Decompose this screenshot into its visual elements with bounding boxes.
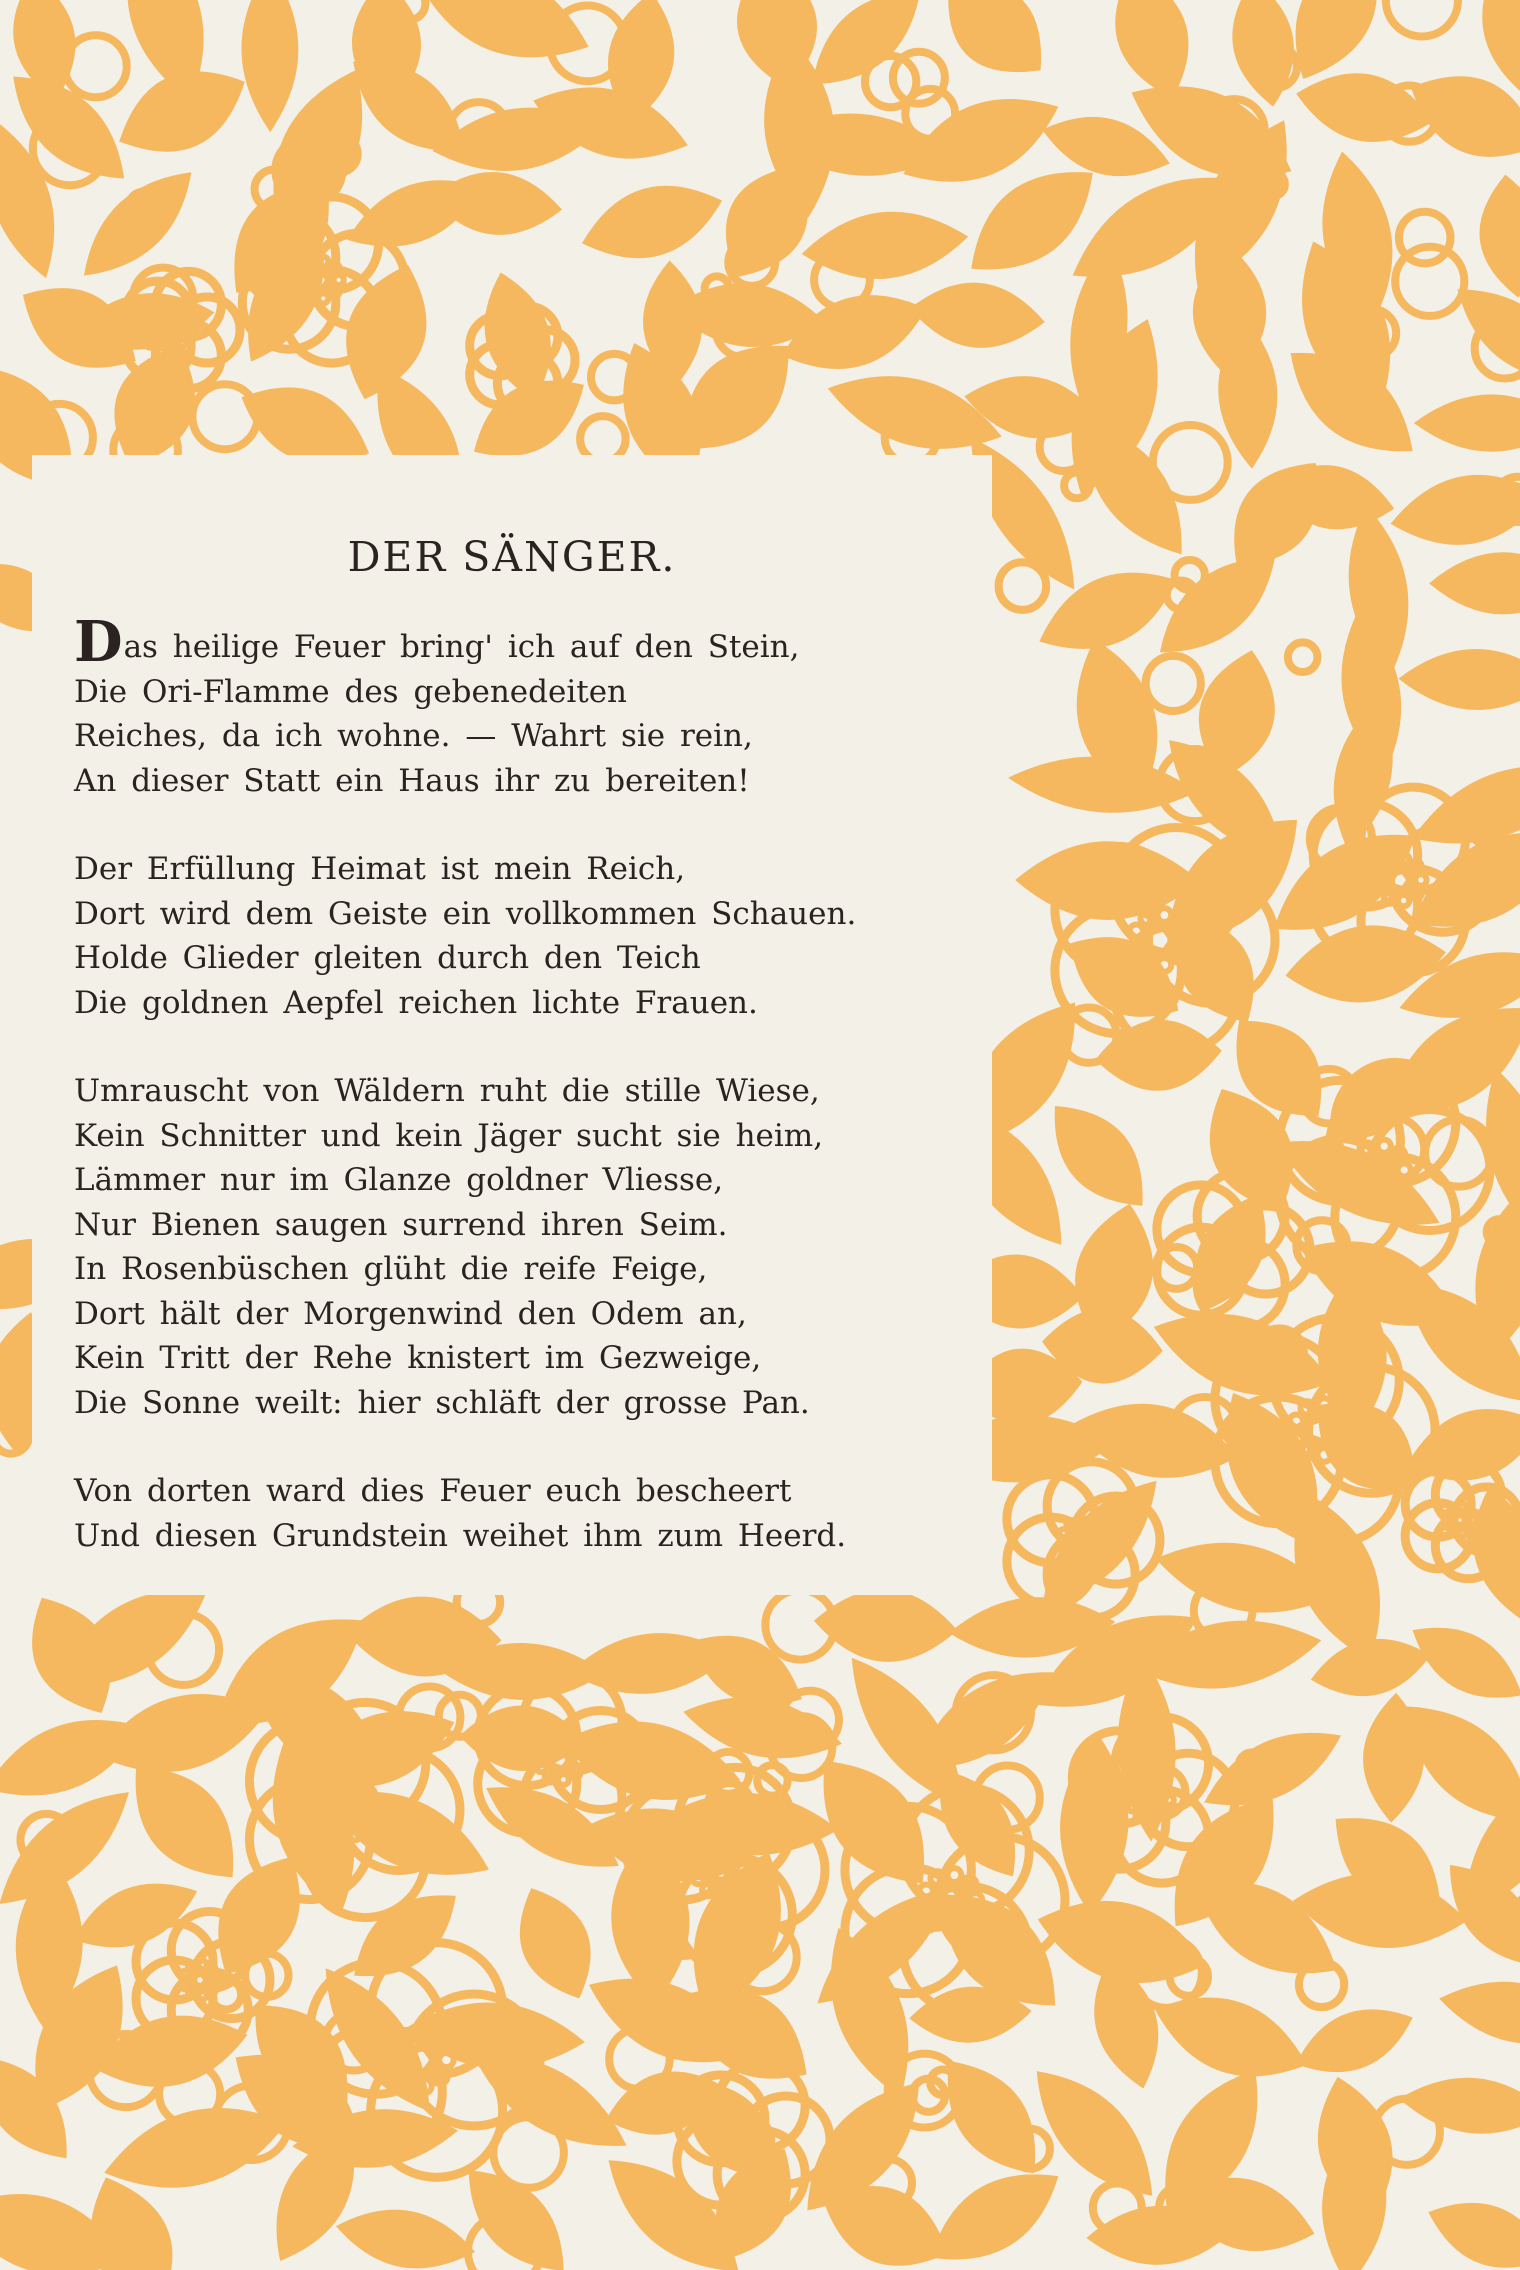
poem-line: Holde Glieder gleiten durch den Teich xyxy=(74,940,701,976)
poem-line: Das heilige Feuer bring' ich auf den Stein, xyxy=(74,609,800,675)
stanza xyxy=(74,609,856,803)
stanza xyxy=(74,1469,856,1558)
poem-line: Kein Schnitter und kein Jäger sucht sie heim, xyxy=(74,1117,824,1154)
poem-panel xyxy=(32,455,992,1595)
poem-line: Umrauscht von Wäldern ruht die stille Wiese, xyxy=(74,1073,820,1109)
stanza xyxy=(74,847,856,1025)
poem-line: Lämmer nur im Glanze goldner Vliesse, xyxy=(74,1162,724,1198)
poem-line: Dort wird dem Geiste ein vollkommen Schauen. xyxy=(74,895,857,932)
poem-line: Kein Tritt der Rehe knistert im Gezweige, xyxy=(74,1340,762,1376)
poem-line: Von dorten ward dies Feuer euch bescheert xyxy=(74,1473,792,1509)
poem-line: An dieser Statt ein Haus ihr zu bereiten! xyxy=(74,762,750,799)
poem-line: Die Sonne weilt: hier schläft der grosse Pan. xyxy=(74,1384,810,1421)
poem-line: Und diesen Grundstein weihet ihm zum Heerd. xyxy=(74,1517,847,1554)
poem-line: Nur Bienen saugen surrend ihren Seim. xyxy=(74,1206,728,1243)
poem-line: Der Erfüllung Heimat ist mein Reich, xyxy=(74,851,686,887)
poem-line: Die Ori-Flamme des gebenedeiten xyxy=(74,673,628,710)
stanza xyxy=(74,1069,856,1425)
page-title: DER SÄNGER. xyxy=(347,533,677,581)
poem-line: Die goldnen Aepfel reichen lichte Frauen. xyxy=(74,984,758,1021)
poem-body xyxy=(74,609,857,1602)
poem-line: Reiches, da ich wohne. — Wahrt sie rein, xyxy=(74,718,753,754)
poem-line: Dort hält der Morgenwind den Odem an, xyxy=(74,1295,747,1332)
drop-cap: D xyxy=(74,609,123,675)
poem-line: In Rosenbüschen glüht die reife Feige, xyxy=(74,1251,708,1287)
